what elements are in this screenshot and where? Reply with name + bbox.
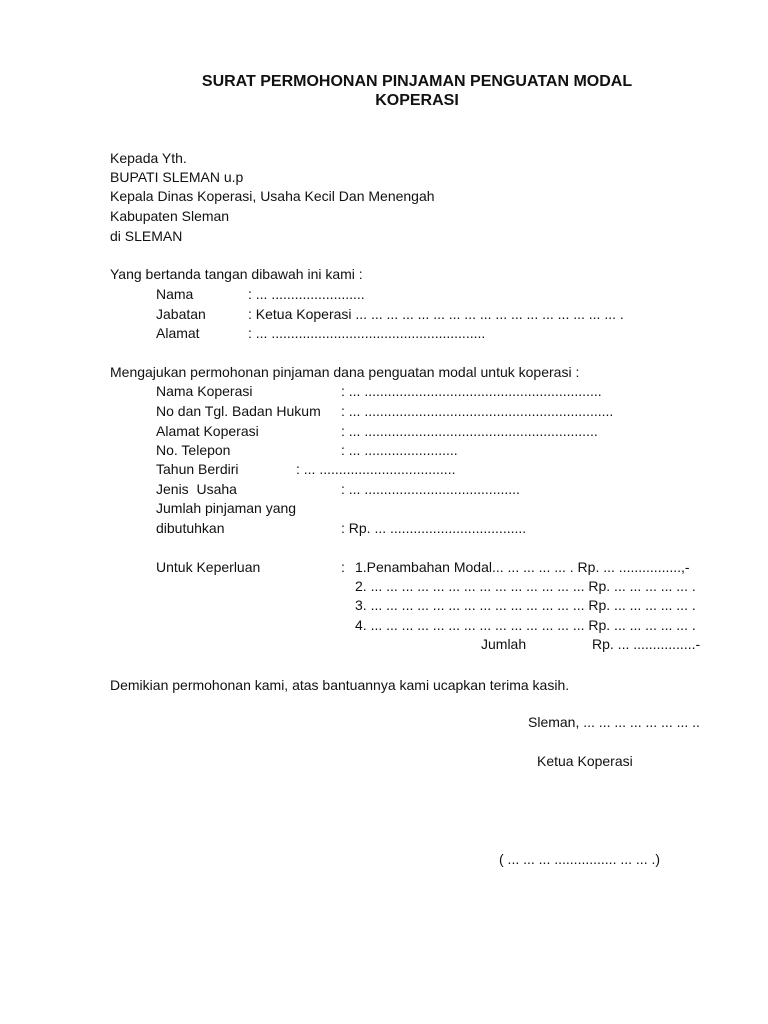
request-intro: Mengajukan permohonan pinjaman dana penguatan modal untuk koperasi :	[110, 364, 580, 380]
coop-tahun-value: : ... ...................................	[296, 461, 456, 477]
keperluan-colon: :	[341, 559, 345, 575]
recipient-line: Kepada Yth.	[110, 150, 187, 166]
coop-badan-hukum-label: No dan Tgl. Badan Hukum	[156, 403, 321, 419]
letter-title	[150, 72, 684, 110]
coop-tahun-label: Tahun Berdiri	[156, 461, 239, 477]
intro-text: Yang bertanda tangan dibawah ini kami :	[110, 266, 363, 282]
coop-badan-hukum-value: : ... ................................................................	[341, 403, 614, 419]
signer-nama-label: Nama	[156, 286, 194, 302]
signer-alamat-value: : ... .......................................................	[248, 325, 486, 341]
recipient-line: BUPATI SLEMAN u.p	[110, 169, 244, 185]
keperluan-item-4: 4. ... ... ... ... ... ... ... ... ... ... ... ... ... ... Rp. ... ... ... ... ... .	[355, 617, 696, 633]
coop-nama-value: : ... .............................................................	[341, 383, 602, 399]
recipient-line: Kabupaten Sleman	[110, 208, 230, 224]
coop-jenis-usaha-label: Jenis Usaha	[156, 481, 237, 497]
coop-alamat-value: : ... ............................................................	[341, 423, 598, 439]
signature-title: Ketua Koperasi	[537, 753, 633, 769]
keperluan-item-1: 1.Penambahan Modal... ... ... ... ... . Rp. ... ................,-	[355, 559, 690, 575]
title-line-2: KOPERASI	[375, 92, 459, 109]
coop-jumlah-value: : Rp. ... ...................................	[341, 520, 527, 536]
coop-jumlah-label: Jumlah pinjaman yang	[156, 500, 297, 516]
keperluan-item-2: 2. ... ... ... ... ... ... ... ... ... ... ... ... ... ... Rp. ... ... ... ... ... .	[355, 578, 696, 594]
signer-jabatan-label: Jabatan	[156, 306, 206, 322]
keperluan-jumlah-value: Rp. ... ................-	[592, 636, 701, 652]
title-line-1: SURAT PERMOHONAN PINJAMAN PENGUATAN MODAL	[201, 73, 633, 90]
signer-nama-value: : ... ........................	[248, 286, 365, 302]
coop-alamat-label: Alamat Koperasi	[156, 423, 259, 439]
coop-jumlah-label-cont: dibutuhkan	[156, 520, 225, 536]
signer-alamat-label: Alamat	[156, 325, 200, 341]
keperluan-label: Untuk Keperluan	[156, 559, 261, 575]
recipient-line: Kepala Dinas Koperasi, Usaha Kecil Dan Menengah	[110, 188, 435, 204]
signature-name-placeholder: ( ... ... ... ................ ... ... .)	[499, 851, 661, 867]
coop-telepon-value: : ... ........................	[341, 442, 458, 458]
coop-jenis-usaha-value: : ... ........................................	[341, 481, 520, 497]
coop-nama-label: Nama Koperasi	[156, 383, 253, 399]
coop-telepon-label: No. Telepon	[156, 442, 231, 458]
closing-text: Demikian permohonan kami, atas bantuannya kami ucapkan terima kasih.	[110, 677, 570, 693]
place-date: Sleman, ... ... ... ... ... ... ... ..	[528, 714, 700, 730]
keperluan-jumlah-label: Jumlah	[481, 636, 527, 652]
keperluan-item-3: 3. ... ... ... ... ... ... ... ... ... ... ... ... ... ... Rp. ... ... ... ... ... .	[355, 597, 696, 613]
signer-jabatan-value: : Ketua Koperasi ... ... ... ... ... ... ... ... ... ... ... ... ... ... ... ... ... .	[248, 306, 624, 322]
recipient-line: di SLEMAN	[110, 228, 183, 244]
